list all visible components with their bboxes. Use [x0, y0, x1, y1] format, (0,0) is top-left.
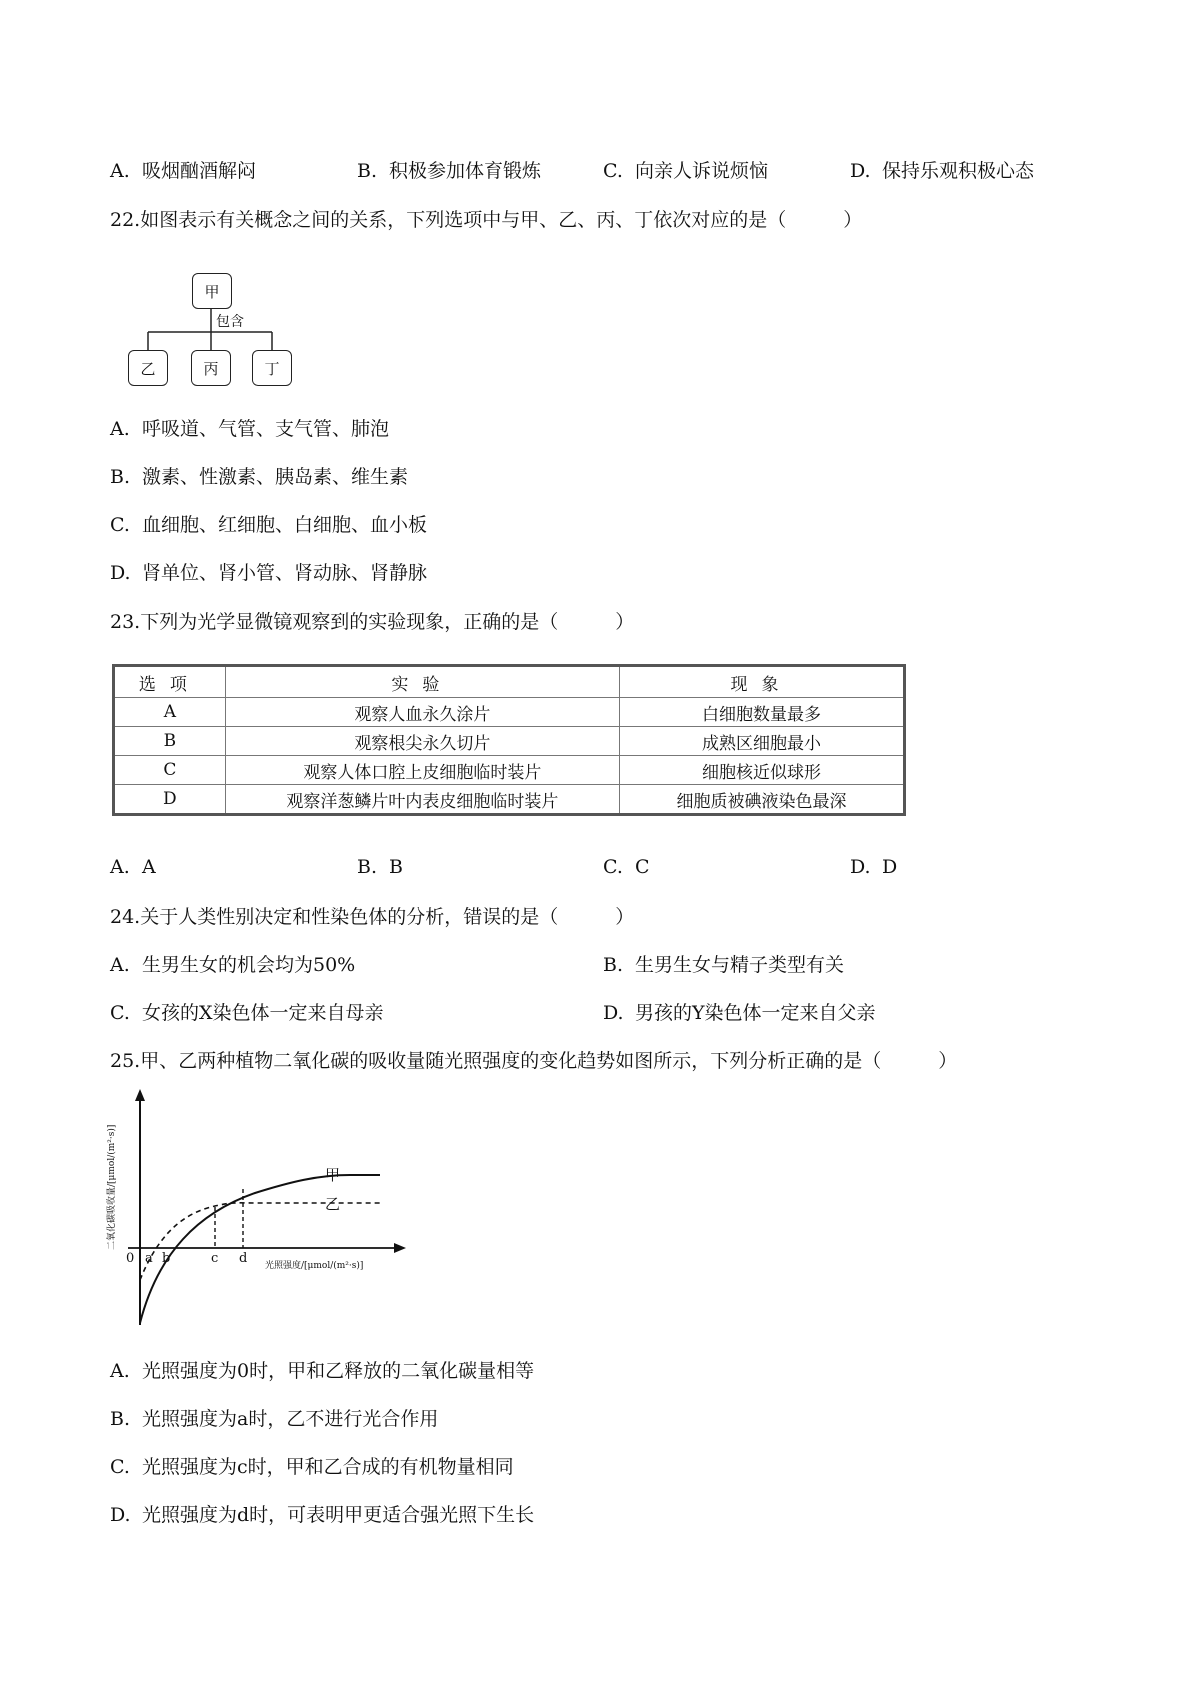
- option-label: D.: [603, 1002, 624, 1024]
- q24-option-b[interactable]: [603, 950, 844, 977]
- q25-option-a[interactable]: [110, 1356, 534, 1383]
- x-tick-0: 0: [126, 1251, 135, 1266]
- q22-stem: 22.如图表示有关概念之间的关系，下列选项中与甲、乙、丙、丁依次对应的是（ ）: [110, 209, 863, 231]
- option-text: A: [142, 856, 156, 878]
- option-label: A.: [110, 160, 130, 182]
- x-axis-label: 光照强度/[μmol/(m²·s)]: [265, 1261, 364, 1271]
- q25-stem: 25.甲、乙两种植物二氧化碳的吸收量随光照强度的变化趋势如图所示，下列分析正确的是（ ）: [110, 1050, 958, 1072]
- table-cell: 细胞质被碘液染色最深: [620, 785, 905, 815]
- table-header-cell: 现象: [620, 666, 905, 698]
- option-text: 光照强度为d时，可表明甲更适合强光照下生长: [142, 1504, 535, 1526]
- x-tick-a: a: [145, 1251, 153, 1266]
- table-row: [114, 698, 905, 727]
- q24-stem: 24.关于人类性别决定和性染色体的分析，错误的是（ ）: [110, 906, 635, 928]
- option-label: D.: [110, 1504, 131, 1526]
- option-text: 呼吸道、气管、支气管、肺泡: [142, 418, 390, 440]
- x-tick-c: c: [211, 1251, 219, 1266]
- table-cell: 观察人体口腔上皮细胞临时装片: [225, 756, 619, 785]
- option-label: C.: [603, 160, 623, 182]
- table-cell: 观察根尖永久切片: [225, 727, 619, 756]
- q24-option-a[interactable]: [110, 950, 355, 977]
- x-tick-d: d: [239, 1251, 248, 1266]
- series-label-jia: 甲: [325, 1166, 341, 1184]
- table-cell: C: [114, 756, 226, 785]
- option-text: 男孩的Y染色体一定来自父亲: [635, 1002, 876, 1024]
- option-text: 光照强度为0时，甲和乙释放的二氧化碳量相等: [142, 1360, 535, 1382]
- diagram-node-child-1: 乙: [128, 350, 168, 386]
- series-label-yi: 乙: [325, 1195, 341, 1213]
- q25-option-d[interactable]: [110, 1500, 534, 1527]
- option-text: 积极参加体育锻炼: [389, 160, 542, 182]
- option-label: A.: [110, 1360, 130, 1382]
- q23-experiment-table: [112, 664, 906, 816]
- table-header-row: [114, 666, 905, 698]
- q22-option-a[interactable]: [110, 414, 389, 441]
- option-text: 保持乐观积极心态: [882, 160, 1035, 182]
- table-cell: A: [114, 698, 226, 727]
- table-cell: 细胞核近似球形: [620, 756, 905, 785]
- option-text: C: [635, 856, 650, 878]
- option-label: B.: [357, 160, 378, 182]
- table-header-cell: 选项: [114, 666, 226, 698]
- q25-option-b[interactable]: [110, 1404, 438, 1431]
- table-cell: 观察洋葱鳞片叶内表皮细胞临时装片: [225, 785, 619, 815]
- option-label: D.: [110, 562, 131, 584]
- x-axis-arrow: [394, 1243, 406, 1253]
- option-text: 光照强度为c时，甲和乙合成的有机物量相同: [142, 1456, 514, 1478]
- option-label: A.: [110, 856, 130, 878]
- option-label: A.: [110, 418, 130, 440]
- option-label: C.: [110, 514, 130, 536]
- option-text: B: [389, 856, 403, 878]
- option-label: B.: [603, 954, 624, 976]
- q24-option-d[interactable]: [603, 998, 876, 1025]
- option-label: D.: [850, 856, 871, 878]
- option-text: 肾单位、肾小管、肾动脉、肾静脉: [142, 562, 428, 584]
- option-label: C.: [110, 1456, 130, 1478]
- table-cell: D: [114, 785, 226, 815]
- series-jia-curve: [140, 1175, 380, 1323]
- option-label: D.: [850, 160, 871, 182]
- table-row: [114, 785, 905, 815]
- q24-option-c[interactable]: [110, 998, 384, 1025]
- q21-option-c[interactable]: [603, 156, 768, 183]
- table-row: [114, 756, 905, 785]
- diagram-node-top: 甲: [192, 273, 232, 309]
- table-cell: 观察人血永久涂片: [225, 698, 619, 727]
- option-label: C.: [603, 856, 623, 878]
- diagram-relation-label: 包含: [216, 314, 244, 330]
- table-cell: B: [114, 727, 226, 756]
- option-text: 生男生女与精子类型有关: [635, 954, 845, 976]
- q22-option-b[interactable]: [110, 462, 408, 489]
- option-text: 激素、性激素、胰岛素、维生素: [142, 466, 409, 488]
- option-text: 女孩的X染色体一定来自母亲: [142, 1002, 384, 1024]
- x-tick-b: b: [162, 1251, 171, 1266]
- option-text: 血细胞、红细胞、白细胞、血小板: [142, 514, 428, 536]
- q23-stem: 23.下列为光学显微镜观察到的实验现象，正确的是（ ）: [110, 611, 635, 633]
- q25-option-c[interactable]: [110, 1452, 514, 1479]
- q22-option-c[interactable]: [110, 510, 427, 537]
- q23-option-c[interactable]: [603, 856, 650, 878]
- y-axis-arrow: [135, 1089, 145, 1101]
- option-text: D: [882, 856, 898, 878]
- q25-co2-light-chart: [100, 1085, 420, 1335]
- q22-option-d[interactable]: [110, 558, 427, 585]
- option-text: 向亲人诉说烦恼: [635, 160, 769, 182]
- diagram-node-child-3: 丁: [252, 350, 292, 386]
- option-label: A.: [110, 954, 130, 976]
- option-text: 光照强度为a时，乙不进行光合作用: [142, 1408, 439, 1430]
- option-label: C.: [110, 1002, 130, 1024]
- q23-option-d[interactable]: [850, 856, 897, 878]
- option-label: B.: [357, 856, 378, 878]
- option-text: 吸烟酗酒解闷: [142, 160, 257, 182]
- q21-option-d[interactable]: [850, 156, 1034, 183]
- y-axis-label: 二氧化碳吸收量/[μmol/(m²·s)]: [107, 1124, 117, 1250]
- option-text: 生男生女的机会均为50%: [142, 954, 356, 976]
- table-cell: 白细胞数量最多: [620, 698, 905, 727]
- diagram-connectors: [0, 0, 400, 400]
- q23-option-a[interactable]: [110, 856, 156, 878]
- option-label: B.: [110, 1408, 131, 1430]
- option-label: B.: [110, 466, 131, 488]
- table-row: [114, 727, 905, 756]
- q23-option-b[interactable]: [357, 856, 403, 878]
- table-header-cell: 实验: [225, 666, 619, 698]
- diagram-node-child-2: 丙: [191, 350, 231, 386]
- table-cell: 成熟区细胞最小: [620, 727, 905, 756]
